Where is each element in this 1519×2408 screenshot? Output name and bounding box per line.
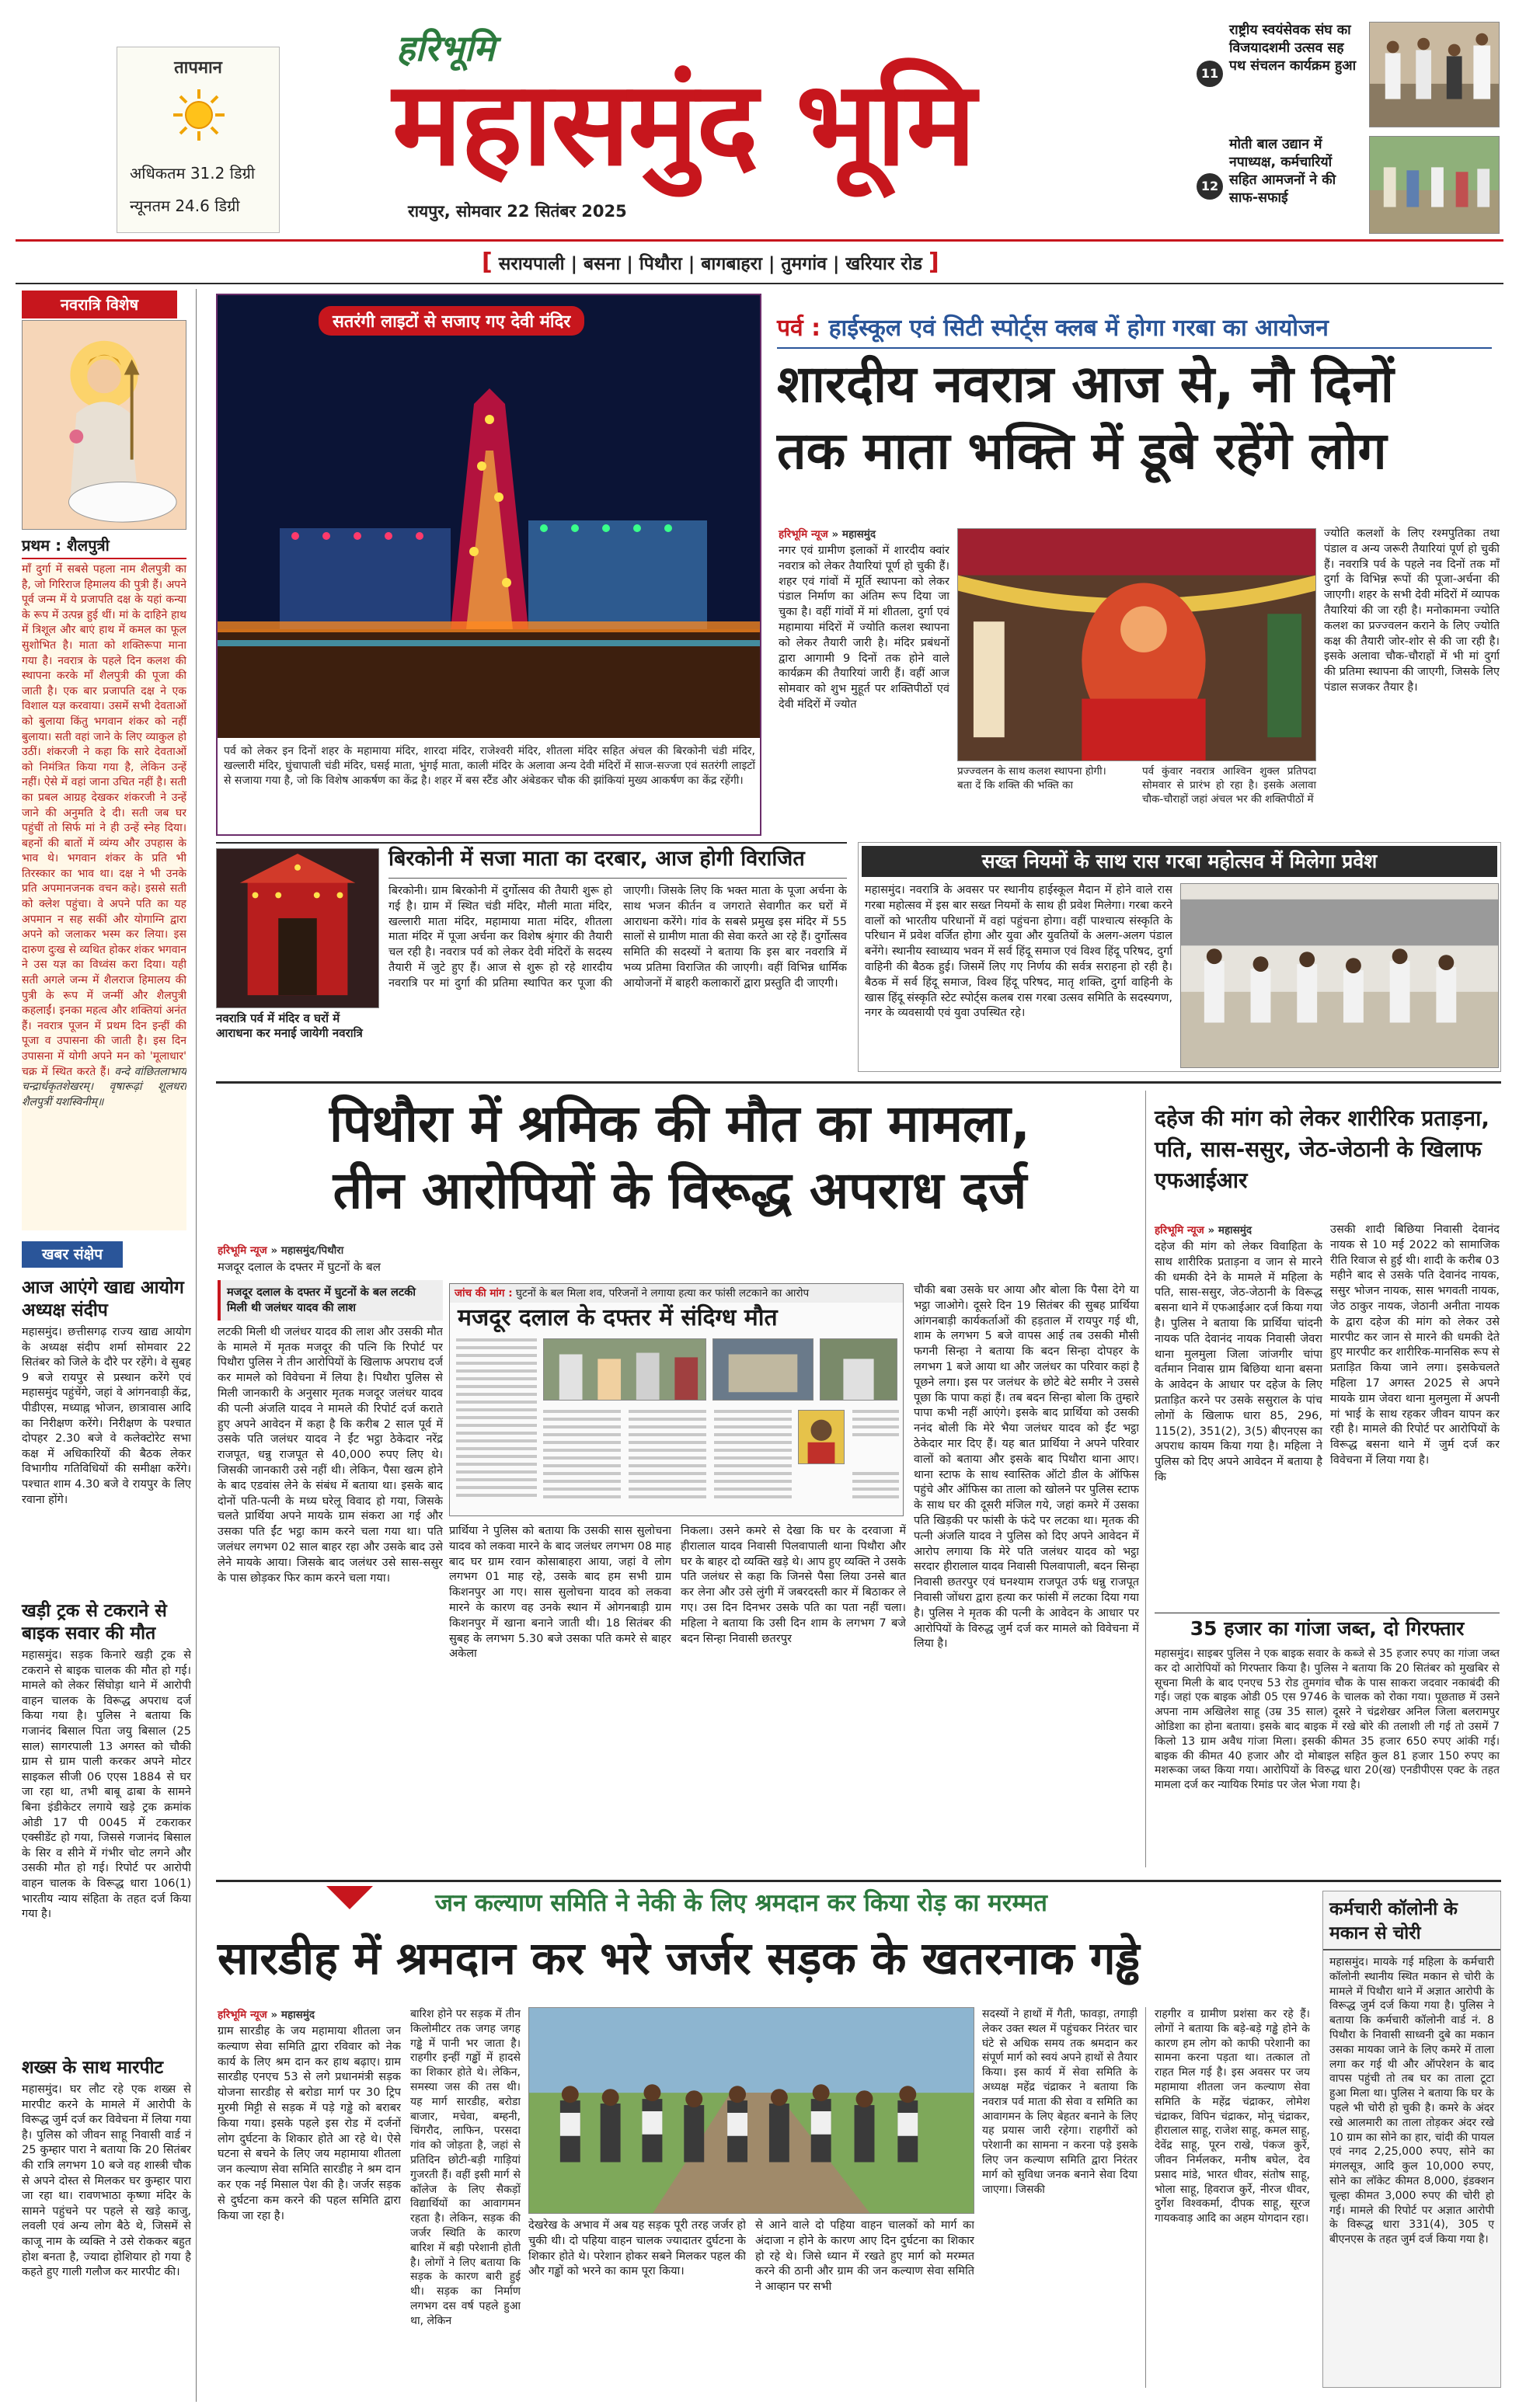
death-bullet [218, 1280, 443, 1321]
towns-strip: [ सरायपाली | बसना | पिथौरा | बागबाहरा | तुमगांव | खरियार रोड ] [482, 249, 939, 276]
road-col1-text: ग्राम सारडीह के जय महामाया शीतला जन कल्याण सेवा समिति द्वारा रविवार को नेक कार्य के लिए श्रम दान कर हाथ बढ़ाए। ग्राम सारडीह एनएच 53 से लगे प्रधानमंत्री सड़क योजना सारडीह से बरोडा मार्ग पर 30 ट्रिप मुरमी मिट्टी से सड़क में पड़े गड्ढे को बराबर किया गया। इसके पहले इस रोड में दर्जनों लोग दुर्घटना के शिकार होते आ रहे थे। ऐसे घटना से बचने के लिए जय महामाया शीतला जन कल्याण सेवा समिति सारडीह ने श्रम दान कर एक नई मिसाल पेश की है। जर्जर सड़क से दुर्घटना कम करने की पहल समिति द्वारा किया जा रहा है। [218, 2025, 401, 2222]
navratri-mantra: वन्दे वांछितलाभाय चन्द्रार्धकृतशेखरम्। वृषारूढ़ां शूलधरां शैलपुत्रीं यशस्विनीम्॥ [22, 1065, 186, 1108]
dowry-col-1 [1155, 1223, 1322, 1605]
dowry-headline: दहेज की मांग को लेकर शारीरिक प्रताड़ना, पति, सास-ससुर, जेठ-जेठानी के खिलाफ एफआईआर [1155, 1105, 1489, 1193]
dateline: रायपुर, सोमवार 22 सितंबर 2025 [408, 202, 627, 221]
dowry-divider [1145, 1091, 1146, 1867]
weather-max: अधिकतम 31.2 डिग्री [130, 164, 256, 183]
dowry-col2-text: उसकी शादी बिछिया निवासी देवानंद नायक से 10 मई 2022 को सामाजिक रीति रिवाज से हुई थी। शादी के करीब 03 महीने बाद से उसके पति देवानंद नायक, ससुर भोजन नायक, सास भगवती नायक, जेठ ठाकुर नायक, जेठानी अनीता नायक के द्वारा दहेज की मांग को लेकर उसे मारपीट कर जान से मारने की धमकी देते हुए मारपीट कर शारीरिक-मानसिक रूप से प्रताड़ित किया जाने लगा। इसकेचलते महिला 17 अगस्त 2025 से अपने मायके ग्राम जेवरा थाना मुलमुला में अपनी मां भाई के साथ रहकर जीवन यापन कर रही है। मामले की रिपोर्ट पर आरोपियों के विरूद्ध बसना थाने में जुर्म दर्ज कर विवेचना में लिया गया है। [1330, 1223, 1500, 1467]
lead-headline-1: शारदीय नवरात्र आज से, नौ दिनों [777, 354, 1394, 414]
weather-box [117, 47, 280, 233]
dowry-byline-brand: हरिभूमि न्यूज [1155, 1224, 1204, 1237]
navratri-text: माँ दुर्गा में सबसे पहला नाम शैलपुत्री का है, जो गिरिराज हिमालय की पुत्री हैं। अपने पूर्व जन्म में ये प्रजापति दक्ष के यहां कन्या के रूप में उत्पन्न हुई थीं। मां के दाहिने हाथ में त्रिशूल और बाएं हाथ में कमल का फूल सुशोभित है। माता को शक्तिरूपा माना गया है। नवरात्र के पहले दिन कलश की स्थापना करके माँ शैलपुत्री की पूजा की जाती है। एक बार प्रजापति दक्ष ने एक विशाल यज्ञ करवाया। उसमें सभी देवताओं को बुलाया किंतु भगवान शंकर को नहीं बुलाया। सती वहां जाने के लिए व्याकुल हो उठीं। शंकरजी ने कहा कि सारे देवताओं को निमंत्रित किया गया है, लेकिन उन्हें नहीं। ऐसे में वहां जाना उचित नहीं है। सती का प्रबल आग्रह देखकर शंकरजी ने उन्हें जाने की अनुमति दे दी। सती जब घर पहुंचीं तो सिर्फ मां ने ही उन्हें स्नेह दिया। बहनों की बातों में व्यंग्य और उपहास के भाव थे। भगवान शंकर के प्रति भी तिरस्कार का भाव था। दक्ष ने भी उनके प्रति अपमानजनक वचन कहे। इससे सती को क्लेश पहुंचा। वे अपने पति का यह अपमान न सह सकीं और योगाग्नि द्वारा अपने को जलाकर भस्म कर लिया। इस दारुण दुःख से व्यथित होकर शंकर भगवान ने उस यज्ञ का विध्वंस करा दिया। यही सती अगले जन्म में शैलराज हिमालय की पुत्री के रूप में जन्मीं और शैलपुत्री कहलाईं। इनका महत्व और शक्तियां अनंत हैं। नवरात्र पूजन में प्रथम दिन इन्हीं की पूजा व उपासना की जाती है। इस दिन उपासना में योगी अपने मन को 'मूलाधार' चक्र में स्थित करते हैं। [22, 563, 186, 1078]
death-col-1 [218, 1243, 443, 1884]
navratri-title: प्रथम : शैलपुत्री [22, 534, 186, 559]
khabar-item-2-body: महासमुंद। सड़क किनारे खड़ी ट्रक से टकराने से बाइक चालक की मौत हो गई। मामले को लेकर सिंघोड़ा थाने में आरोपी वाहन चालक के विरूद्ध अपराध दर्ज किया गया है। पुलिस ने बताया कि गजानंद बिसाल पिता जयु बिसाल (25 साल) सागरपाली 13 अगस्त को चौकी ग्राम से ग्राम पाली करकर अपने मोटर साइकल सीजी 06 एएस 1884 से घर जा रहा था, तभी बाबू ढाबा के सामने बिना इंडीकेटर लगाये खड़े ट्रक क्रमांक ओडी 17 पी 0045 में टकराकर एक्सीडेंट हो गया, जिससे गजानंद बिसाल के सिर व सीने में गंभीर चोट लगने और उसकी मौत हो गई। रिपोर्ट पर आरोपी वाहन चालक के विरूद्ध धारा 106(1) भारतीय न्याय संहिता के तहत दर्ज किया गया है। [22, 1649, 191, 1921]
temple-banner: सतरंगी लाइटों से सजाए गए देवी मंदिर [319, 306, 584, 336]
death-byline-place: महासमुंद/पिथौरा [280, 1244, 344, 1257]
garba-body: महासमुंद। नवरात्रि के अवसर पर स्थानीय हाईस्कूल मैदान में होने वाले रास गरबा महोत्सव में इस बार सख्त नियमों के साथ ही प्रवेश मिलेगा। गरबा करने वालों को भारतीय परिधानों में वहां पहुंचना होगा। वहीं पाश्चात्य संस्कृति के परिधान में प्रवेश वर्जित होगा और युवा और युवतियों के अलग-अलग पंडाल बनेंगे। स्थानीय स्वाध्याय भवन में सर्व हिंदू समाज एवं विश्व हिंदू परिषद, दुर्गा वाहिनी की बैठक हुई। जिसमें लिए गए निर्णय की सर्वत्र सराहना हो रही है। बैठक में सर्व हिंदू समाज, विश्व हिंदू परिषद, मातृ शक्ति, दुर्गा वाहिनी के खास हिंदू संस्कृति स्टेट स्पोर्ट्स कलब रास गरबा उत्सव समिति के सदस्यगण, नगर के व्यवसायी एवं युवा उपस्थित रहे। [865, 884, 1172, 1020]
road-col3-text: सदस्यों ने हाथों में गैती, फावड़ा, तगाड़ी लेकर उक्त स्थल में पहुंचकर निरंतर चार घंटे से अधिक समय तक श्रमदान कर संपूर्ण मार्ग को स्वयं अपने हाथों से तैयार किया। इस कार्य में सेवा समिति के अध्यक्ष महेंद्र चंद्राकर ने बताया कि नवरात्र पर्व माता की सेवा व समिति का आवागमन के लिए बेहतर बनाने के लिए यह प्रयास जारी रहेगा। राहगीरों को परेशानी का सामना न करना पड़े इसके लिए जन कल्याण समिति द्वारा निरंतर मार्ग को सुविधा जनक बनाने सेवा दिया जाएगा। जिसकी [982, 2008, 1138, 2196]
lead-kicker [777, 311, 1492, 349]
birkoni-photo [216, 848, 379, 1008]
birkoni-headline: बिरकोनी में सजा माता का दरबार, आज होगी विराजित [388, 845, 847, 879]
birkoni-rule [216, 842, 847, 844]
death-clip-text-lines [456, 1338, 901, 1511]
death-headline-2: तीन आरोपियों के विरूद्ध अपराध दर्ज [333, 1161, 1027, 1220]
khabar-label: खबर संक्षेप [22, 1241, 123, 1268]
death-headline [225, 1091, 1134, 1224]
teaser-1[interactable] [1197, 22, 1500, 130]
town-4[interactable]: बागबाहरा [701, 254, 762, 274]
navratri-body [22, 562, 186, 1230]
death-clip-headline: मजदूर दलाल के दफ्तर में संदिग्ध मौत [458, 1304, 778, 1331]
lead-photo-caption-2: पर्व कुंवार नवरात्र आश्विन शुक्ल प्रतिपदा सोमवार से प्रारंभ हो रहा है। इसके अलावा चौक-चौराहों जहां अंचल भर की शक्तिपीठों में [1142, 765, 1316, 806]
road-col2-text: बारिश होने पर सड़क में तीन किलोमीटर तक जगह जगह गड्ढे में पानी भर जाता है। राहगीर इन्हीं गड्ढों में हादसे का शिकार होते थे। लेकिन, समस्या जस की तस थी। यह मार्ग सारडीह, बरोडा बाजार, मचेवा, बम्हनी, चिंगरौद, लाफिन, परसदा गांव को जोड़ता है, जहां से प्रतिदिन छोटी-बड़ी गाड़ियां गुजरती हैं। वहीं इसी मार्ग से कॉलेज के लिए सैकड़ों विद्यार्थियों का आवागमन रहता है। लेकिन, सड़क की जर्जर स्थिति के कारण बारिश में बड़ी परेशानी होती है। लोगों ने लिए बताया कि सड़क के कारण बारी हुई थी। सड़क का निर्माण लगभग दस वर्ष पहले हुआ था, लेकिन [410, 2008, 521, 2327]
lead-col-1 [779, 527, 949, 823]
road-kicker-arrow [326, 1886, 373, 1909]
town-5[interactable]: तुमगांव [781, 254, 827, 274]
lead-byline-place: महासमुंद [841, 528, 876, 541]
death-clip-strap-text: घुटनों के बल मिला शव, परिजनों ने लगाया हत्या कर फांसी लटकाने का आरोप [515, 1287, 810, 1300]
temple-photo-box [216, 294, 761, 836]
teaser-1-photo [1369, 22, 1500, 127]
brand-logo: हरिभूमि [396, 27, 495, 69]
theft-body: महासमुंद। मायके गई महिला के कर्मचारी कॉलोनी स्थानीय स्थित मकान से चोरी के मामले में पिथौरा थाने में अज्ञात आरोपी के विरूद्ध जुर्म दर्ज किया गया है। पुलिस ने बताया कि कर्मचारी कॉलोनी वार्ड नं. 8 पिथौरा के निवासी साध्वनी दुबे का मकान उसका मायका जाने के लिए कमरे में ताला लगा कर गई थी और ऑपरेशन के बाद वापस पहुंची तो तब घर का ताला टूटा हुआ मिला था। पुलिस ने बताया कि घर के पहले भी चोरी हो चुकी है। कमरे के अंदर रखे आलमारी का ताला तोड़कर अंदर रखे 10 ग्राम का सोने का हार, चांदी की पायल एवं नगद 2,25,000 रुपए, सोने का मंगलसूत्र, आदि कुल 10,000 रुपए, सोने का लॉकेट कीमत 8,000, इंडक्शन चूल्हा कीमत 3,000 रुपए की चोरी हो गई। मामले की रिपोर्ट पर अज्ञात आरोपी के विरूद्ध धारा 331(4), 305 ए बीएनएस के तहत जुर्म दर्ज किया गया है। [1329, 1956, 1494, 2246]
death-byline-brand: हरिभूमि न्यूज [218, 1244, 267, 1257]
khabar-item-2[interactable] [22, 1600, 191, 2060]
death-top-rule [216, 1081, 1501, 1084]
teaser-2[interactable] [1197, 136, 1500, 237]
teaser-2-photo [1369, 136, 1500, 234]
death-clip-strap [450, 1284, 903, 1303]
death-clip [449, 1283, 904, 1516]
teaser-2-text: मोती बाल उद्यान में नपाध्यक्ष, कर्मचारियों सहित आमजनों ने की साफ-सफाई [1229, 137, 1336, 206]
death-clip-tag: जांच की मांग : [455, 1287, 513, 1300]
road-headline: सारडीह में श्रमदान कर भरे जर्जर सड़क के खतरनाक गड्ढे [218, 1932, 1140, 1985]
ganja-body: महासमुंद। साइबर पुलिस ने एक बाइक सवार के कब्जे से 35 हजार रुपए का गांजा जब्त कर दो आरोपियों को गिरफ्तार किया है। पुलिस ने बताया कि 20 सितंबर को मुखबिर से सूचना मिली के बाद एनएच 53 रोड तुमगांव चौक के पास साकरा जदवार नकाबंदी की गई। जहां एक बाइक ओडी 05 एस 9746 के चालक को रोका गया। पूछताछ में उसने अपना नाम अखिलेश साहू (उम्र 35 साल) दूसरे ने चंद्रशेखर अनिल जिला बलरामपुर ओडिशा का होना बताया। इसके बाद बाइक में रखे बोरे की तलाशी ली गई तो उसमें 7 किलो 13 ग्राम अवैध गांजा मिला। इसकी कीमत 35 हजार 650 रुपए आंकी गई। बाइक की कीमत 40 हजार और दो मोबाइल सहित कुल 81 हजार 150 रुपए का मशरूका जब्त किया गया। आरोपियों के विरुद्ध धारा 20(ख) एनडीपीएस एक्ट के तहत मामला दर्ज कर न्यायिक रिमांड पर जेल भेजा गया है। [1155, 1648, 1500, 1792]
khabar-item-1[interactable] [22, 1277, 191, 1613]
road-top-rule [216, 1880, 1501, 1882]
lead-photo-caption-1b: बता दें कि शक्ति की भक्ति का [957, 779, 1073, 792]
dowry-col1-text: दहेज की मांग को लेकर विवाहिता के साथ शारीरिक प्रताड़ना व जान से मारने की धमकी देने के मामले में महिला के पति, सास-ससुर, जेठ-जेठानी के विरूद्ध बसना थाने में एफआईआर दर्ज किया गया है। पुलिस ने बताया कि प्रार्थिया चांदनी नायक पति देवानंद नायक निवासी जेवरा थाना मुलमुला जिला जांजगीर चांपा वर्तमान निवास ग्राम बिछिया थाना बसना के आवेदन के आधार पर दहेज के लिए प्रताड़ित करने पर उसके ससुराल के पांच लोगों के खिलाफ धारा 85, 296, 115(2), 351(2), 3(5) बीएनएस का अपराध कायम किया गया है। महिला ने पुलिस को दिए अपने आवेदन में बताया है कि [1155, 1241, 1322, 1484]
death-intro: मजदूर दलाल के दफ्तर में घुटनों के बल [218, 1260, 381, 1274]
khabar-item-3-headline: शख्स के साथ मारपीट [22, 2058, 164, 2078]
lead-photo-caption-1a: प्रज्ज्वलन के साथ कलश स्थापना होगी। [957, 765, 1106, 778]
road-photo-caption-b: से आने वाले दो पहिया वाहन चालकों को मार्ग का अंदाजा न होने के कारण आए दिन दुर्घटना का शिकार हो रहे थे। जिसे ध्यान में रखते हुए मार्ग को मरम्मत करने की ठानी और ग्राम की जन कल्याण सेवा समिति ने आव्हान पर सभी [755, 2219, 974, 2294]
navratri-kicker: नवरात्रि विशेष [22, 291, 177, 318]
road-kicker: जन कल्याण समिति ने नेकी के लिए श्रमदान कर किया रोड़ का मरम्मत [435, 1889, 1047, 1917]
lead-headline-2: तक माता भक्ति में डूबे रहेंगे लोग [777, 421, 1387, 481]
khabar-item-1-body: महासमुंद। छत्तीसगढ़ राज्य खाद्य आयोग के अध्यक्ष संदीप शर्मा सोमवार 22 सितंबर को जिले के दौरे पर रहेंगे। वे सुबह 9 बजे रायपुर से प्रस्थान करेंगे एवं महासमुंद पहुंचेंगे, जहां वे आंगनवाड़ी केंद्र, पीडीएस, मध्याह्न भोजन, छात्रावास आदि का निरीक्षण करेंगे। निरीक्षण के पश्चात दोपहर 2.30 बजे वे कलेक्टोरेट सभा कक्ष में अधिकारियों की बैठक लेकर विभागीय गतिविधियों की समीक्षा करेंगे। पश्चात शाम 4.30 बजे वे रायपुर के लिए रवाना होंगे। [22, 1326, 191, 1506]
khabar-item-1-headline: आज आएंगे खाद्य आयोग अध्यक्ष संदीप [22, 1278, 184, 1321]
garba-headline: सख्त नियमों के साथ रास गरबा महोत्सव में मिलेगा प्रवेश [862, 846, 1497, 877]
theft-headline: कर्मचारी कॉलोनी के मकान से चोरी [1323, 1891, 1500, 1950]
lead-kicker-text: हाईस्कूल एवं सिटी स्पोर्ट्स क्लब में होगा गरबा का आयोजन [828, 315, 1329, 342]
khabar-item-3[interactable] [22, 2057, 191, 2401]
weather-min: न्यूनतम 24.6 डिग्री [130, 197, 240, 215]
death-col4-text: चौकी बबा उसके घर आया और बोला कि पैसा देगे या भट्ठा जाओगे। दूसरे दिन 19 सितंबर की सुबह प्रार्थिया आंगनबाड़ी कार्यकर्ताओं की हड़ताल में रायपुर गई थी, शाम के लगभग 5 बजे वापस आई तब उसकी मौसी फगनी सिन्हा ने बताया कि बदन सिन्हा दोपहर के लगभग 1 बजे आया था और जलंधर का परिवार कहां है पूछने लगा। इस पर जलंधर के छोटे बेटे समीर ने उससे पूछा कि पापा कहां हैं। तब बदन सिन्हा बोला कि तुम्हारे पापा कभी नहीं आएंगे। इसके बाद प्रार्थिया को उसकी ननंद बोली कि मेरे भैया जलंधर यादव को ईंट भट्ठा ठेकेदार मार दिए हैं। यह बात प्रार्थिया ने अपने परिवार वालों को बताया और इसके बाद पिथौरा थाना आए। थाना स्टाफ के साथ स्वास्तिक ऑटो डील के ऑफिस पहुंचे और ऑफिस का ताला को खोलने पर पुलिस स्टाफ के साथ घर की दूसरी मंजिल गये, जहां कमरे में उसका पति खिड़की पर फांसी के फंदे पर लटका था। मृतक की पत्नी अंजलि यादव ने पुलिस को दिए अपने आवेदन में आरोप लगाया कि मेरे पति जलंधर यादव को भट्ठा सरदार हीरालाल यादव निवासी पिलवापाली, बदन सिन्हा निवासी छतरपुर एवं घनश्याम राजपूत उर्फ धन्नु राजपूत निवासी जोंधरा द्वारा हत्या कर फांसी में लटका दिया गया है। पुलिस ने मृतक की पत्नी के आवेदन के आधार पर आरोपियों के विरुद्ध जुर्म दर्ज कर मामले को विवेचना में लिया है। [914, 1284, 1139, 1651]
lead-byline-brand: हरिभूमि न्यूज [779, 528, 828, 541]
lead-photo-caption-1 [957, 764, 1133, 792]
town-3[interactable]: पिथौरा [639, 254, 682, 274]
death-bullet-text: मजदूर दलाल के दफ्तर में घुटनों के बल लटकी मिली थी जलंधर यादव की लाश [227, 1286, 416, 1314]
lead-byline: हरिभूमि न्यूज » महासमुंद [779, 528, 876, 541]
road-byline: हरिभूमि न्यूज » महासमुंद [218, 2009, 315, 2021]
masthead-title: महासमुंद भूमि [392, 57, 975, 192]
lead-headline [777, 351, 1500, 485]
weather-label: तापमान [174, 58, 222, 78]
road-byline-brand: हरिभूमि न्यूज [218, 2009, 267, 2021]
death-byline: हरिभूमि न्यूज » महासमुंद/पिथौरा [218, 1244, 344, 1257]
sun-icon [172, 88, 226, 142]
road-col4-text: राहगीर व ग्रामीण प्रशंसा कर रहे हैं। लोगों ने बताया कि बड़े-बड़े गड्ढे होने के कारण हम लोग को काफी परेशानी का सामना करना पड़ता था। तत्काल तो राहत मिल गई है। इस अवसर पर जय महामाया शीतला जन कल्याण सेवा समिति के महेंद्र चंद्राकर, लोमेश चंद्राकर, विपिन चंद्राकर, मोनू चंद्राकर, हीरालाल साहू, राजेश साहू, कमल साहू, देवेंद्र साहू, पूरन राखे, पंकज कुर्रे, जीवन निर्मलकर, मनीष बघेल, देव प्रसाद मांडे, भारत धीवर, संतोष साहू, भोला साहू, हिवराज कुर्रे, नीरज धीवर, दुर्गेश विश्वकर्मा, दीपक साहू, सूरज गायकवाड़ आदि का अहम योगदान रहा। [1155, 2008, 1310, 2225]
garba-photo [1180, 883, 1499, 1068]
road-photo-caption-a: देखरेख के अभाव में अब यह सड़क पूरी तरह जर्जर हो चुकी थी। दो पहिया वाहन चालक ज्यादातर दुर्घटना के शिकार होते थे। परेशान होकर सबने मिलकर पहल की और गड्ढों को भरने का काम पूरा किया। [528, 2219, 746, 2278]
birkoni-photo-caption: नवरात्रि पर्व में मंदिर व घरों में आराधना कर मनाई जायेगी नवरात्रि [216, 1011, 363, 1040]
road-byline-place: महासमुंद [280, 2009, 315, 2021]
theft-box [1322, 1891, 1501, 2388]
death-col1-text: लटकी मिली थी जलंधर यादव की लाश और उसकी मौत के मामले में मृतक मजदूर की पत्नि कि रिपोर्ट पर पिथौरा पुलिस ने तीन आरोपियों के खिलाफ अपराध दर्ज कर मामले को विवेचना में लिया है। पिथौरा पुलिस से मिली जानकारी के अनुसार मृतक मजदूर जलंधर यादव की पत्नी अंजलि यादव ने मामले की रिपोर्ट दर्ज कराते हुए अपने आवेदन में कहा है कि करीब 2 साल पूर्व में उसके पति जलंधर यादव ने ईंट भट्ठा ठेकेदार नरेंद्र राजपूत, धन्नु राजपूत से 40,000 रुपए लिए थे। जिसकी जानकारी उसे नहीं थी। लेकिन, पैसा खत्म होने के बाद एडवांस लेने के संबंध में बताया था। इसके बाद दोनों पति-पत्नी के मध्य घरेलू विवाद हो गया, जिसके चलते प्रार्थिया अपने मायके ग्राम संकरा आ गई और उसका पति ईंट भट्ठा काम करने चला गया था। पति जलंधर लगभग 02 साल बाहर रहा और उसके बाद उसे लेने मायके आया। जिसके बाद जलंधर उसे सास-ससुर के पास छोड़कर फिर काम करने चला गया। [218, 1325, 443, 1585]
road-divider [1145, 2007, 1146, 2388]
dowry-byline: हरिभूमि न्यूज » महासमुंद [1155, 1224, 1252, 1237]
teaser-1-text: राष्ट्रीय स्वयंसेवक संघ का विजयादशमी उत्सव सह पथ संचलन कार्यक्रम हुआ [1229, 23, 1357, 74]
temple-photo [218, 295, 760, 738]
lead-col1-text: नगर एवं ग्रामीण इलाकों में शारदीय क्वांर नवरात्र को लेकर तैयारियां पूर्ण हो चुकी हैं। शहर एवं गांवों में मूर्ति स्थापना को लेकर पंडाल निर्माण का अंतिम रूप दिया जा चुका है। वहीं गांवों में मां शीतला, दुर्गा एवं महामाया मंदिरों में ज्योति कलश स्थापना को लेकर तैयारी जारी है। मंदिर प्रबंधनों द्वारा आगामी 9 दिनों तक होने वाले कार्यक्रम की तैयारियां जारी हैं। वहीं आज सोमवार को शुभ मुहूर्त पर शक्तिपीठों एवं देवी मंदिरों में ज्योत [779, 545, 949, 711]
road-photo [528, 2007, 974, 2214]
town-1[interactable]: सरायपाली [498, 254, 565, 274]
durga-idol-photo [957, 528, 1316, 761]
towns-rule [16, 283, 1503, 284]
town-6[interactable]: खरियार रोड [845, 254, 922, 274]
lead-kicker-label: पर्व : [777, 315, 821, 342]
khabar-item-3-body: महासमुंद। घर लौट रहे एक शख्स से मारपीट करने के मामले में आरोपी के विरूद्ध जुर्म दर्ज कर विवेचना में लिया गया है। पुलिस को जीवन साहू निवासी वार्ड नं 25 कुम्हार पारा ने बताया कि 20 सितंबर की रात्रि लगभग 10 बजे वह शास्त्री चौक से अपने दोस्त से मिलकर घर कुम्हार पारा जा रहा था। रावणभाठा कृष्णा मंदिर के सामने पहुंचने पर पहले से खड़े काजु, लवली एवं अन्य लोग बैठे थे, जिसमें से काजू नाम के व्यक्ति ने उसे रोककर बहुत होश बनता है, ज्यादा होशियार हो गया है कहते हुए गाली गलौज कर मारपीट की। [22, 2083, 191, 2279]
death-headline-1: पिथौरा में श्रमिक की मौत का मामला, [329, 1094, 1030, 1154]
masthead-rule [16, 239, 1503, 242]
town-2[interactable]: बसना [583, 254, 621, 274]
birkoni-body: बिरकोनी। ग्राम बिरकोनी में दुर्गोत्सव की तैयारी शुरू हो गई है। ग्राम में स्थित चंडी मंदिर, मौली माता मंदिर, खल्लारी माता मंदिर, महामाया माता मंदिर, शीतला माता मंदिर में पूजा अर्चना कर विशेष श्रृंगार की तैयारी चल रही है। नवरात्र पर्व को लेकर देवी मंदिरों के सदस्य तैयारी में जुटे हुए हैं। आज से शुरू हो रहे शारदीय नवरात्रि पर मां दुर्गा की प्रतिमा स्थापित कर पूजा की जाएगी। जिसके लिए कि भक्त माता के पूजा अर्चना के साथ भजन कीर्तन व जगराते सेवागीत कर घरों में आराधना करेंगे। गांव के सबसे प्रमुख इस मंदिर में 55 सालों से ग्रामीण माता की सेवा करते आ रहे हैं। दुर्गोत्सव समिति की सदस्यों ने बताया कि इस बार नवरात्रि में भव्य प्रतिमा विराजित की जाएगी। वहीं विभिन्न धार्मिक आयोजनों में बाहरी कलाकारों द्वारा प्रस्तुति दी जाएगी। [388, 885, 847, 990]
death-col2-text: प्रार्थिया ने पुलिस को बताया कि उसकी सास सुलोचना यादव को लकवा मारने के बाद जलंधर लगभग 08 माह बाद घर ग्राम रवान कोसाबाहरा आया, जहां वे लोग लगभग 01 माह रहे, उसके बाद हम सभी ग्राम किशनपुर आ गए। सास सुलोचना यादव को लकवा मारने के कारण वह उनके स्थान में ओगनबाड़ी ग्राम किशनपुर में खाना बनाने जाती थी। 18 सितंबर की सुबह के लगभग 5.30 बजे उसका पति कमरे से बाहर अकेला [449, 1525, 671, 1661]
teaser-2-page: 12 [1197, 173, 1223, 200]
teaser-1-page: 11 [1197, 61, 1223, 87]
dowry-byline-place: महासमुंद [1218, 1224, 1252, 1237]
road-col-1 [218, 2007, 401, 2389]
khabar-item-2-headline: खड़ी ट्रक से टकराने से बाइक सवार की मौत [22, 1601, 167, 1644]
temple-caption: पर्व को लेकर इन दिनों शहर के महामाया मंदिर, शारदा मंदिर, राजेश्वरी मंदिर, शीतला मंदिर सहित अंचल की बिरकोनी चंडी मंदिर, खल्लारी मंदिर, घुंचापाली चंडी मंदिर, घसई माता, भुंगई माता, काली मंदिर के अलावा अन्य देवी मंदिरों में साज-सज्जा एवं सतरंगी लाइटों से सजाया गया है, जो कि विशेष आकर्षण का केंद्र है। शहर में बस स्टैंड और अंबेडकर चौक की झांकियां मुख्य आकर्षण का केंद्र रहेंगी। [224, 745, 755, 787]
garba-box [858, 842, 1501, 1072]
death-col3-text: निकला। उसने कमरे से देखा कि घर के दरवाजा में हीरालाल यादव निवासी पिलवापाली थाना पिथौरा और घर के बाहर दो व्यक्ति खड़े थे। आप हुए व्यक्ति ने उसके पति जलंधर से कहा कि जिनसे पैसा लिया उनसे बात कर लेना और उसे लुंगी में जबरदस्ती कार में बिठाकर ले गए। उस दिन दिनभर उसके पति का पता नहीं चला। महिला ने बताया कि उसी दिन शाम के लगभग 7 बजे बदन सिन्हा निवासी छतरपुर [681, 1525, 906, 1645]
left-divider [196, 289, 197, 2402]
lead-col3-text: ज्योति कलशों के लिए रश्मपुतिका तथा पंडाल व अन्य जरूरी तैयारियां पूर्ण हो चुकी हैं। नवरात्रि पर्व के पहले नव दिनों तक माँ दुर्गा के विभिन्न रूपों की पूजा-अर्चना की जाएगी। शहर के सभी देवी मंदिरों में व्यापक तैयारियां की जा रही है। मनोकामना ज्योति कलश का प्रज्ज्वलन कराने के लिए ज्योति कक्ष की तैयारी जोर-शोर से की जा रही है। इसके अलावा चौक-चौराहों में भी मां दुर्गा की प्रतिमा स्थापना की जाएगी, जिसके लिए पंडाल सजकर तैयार है। [1324, 527, 1500, 694]
ganja-headline: 35 हजार का गांजा जब्त, दो गिरफ्तार [1190, 1617, 1465, 1640]
shailputri-image [22, 320, 186, 530]
